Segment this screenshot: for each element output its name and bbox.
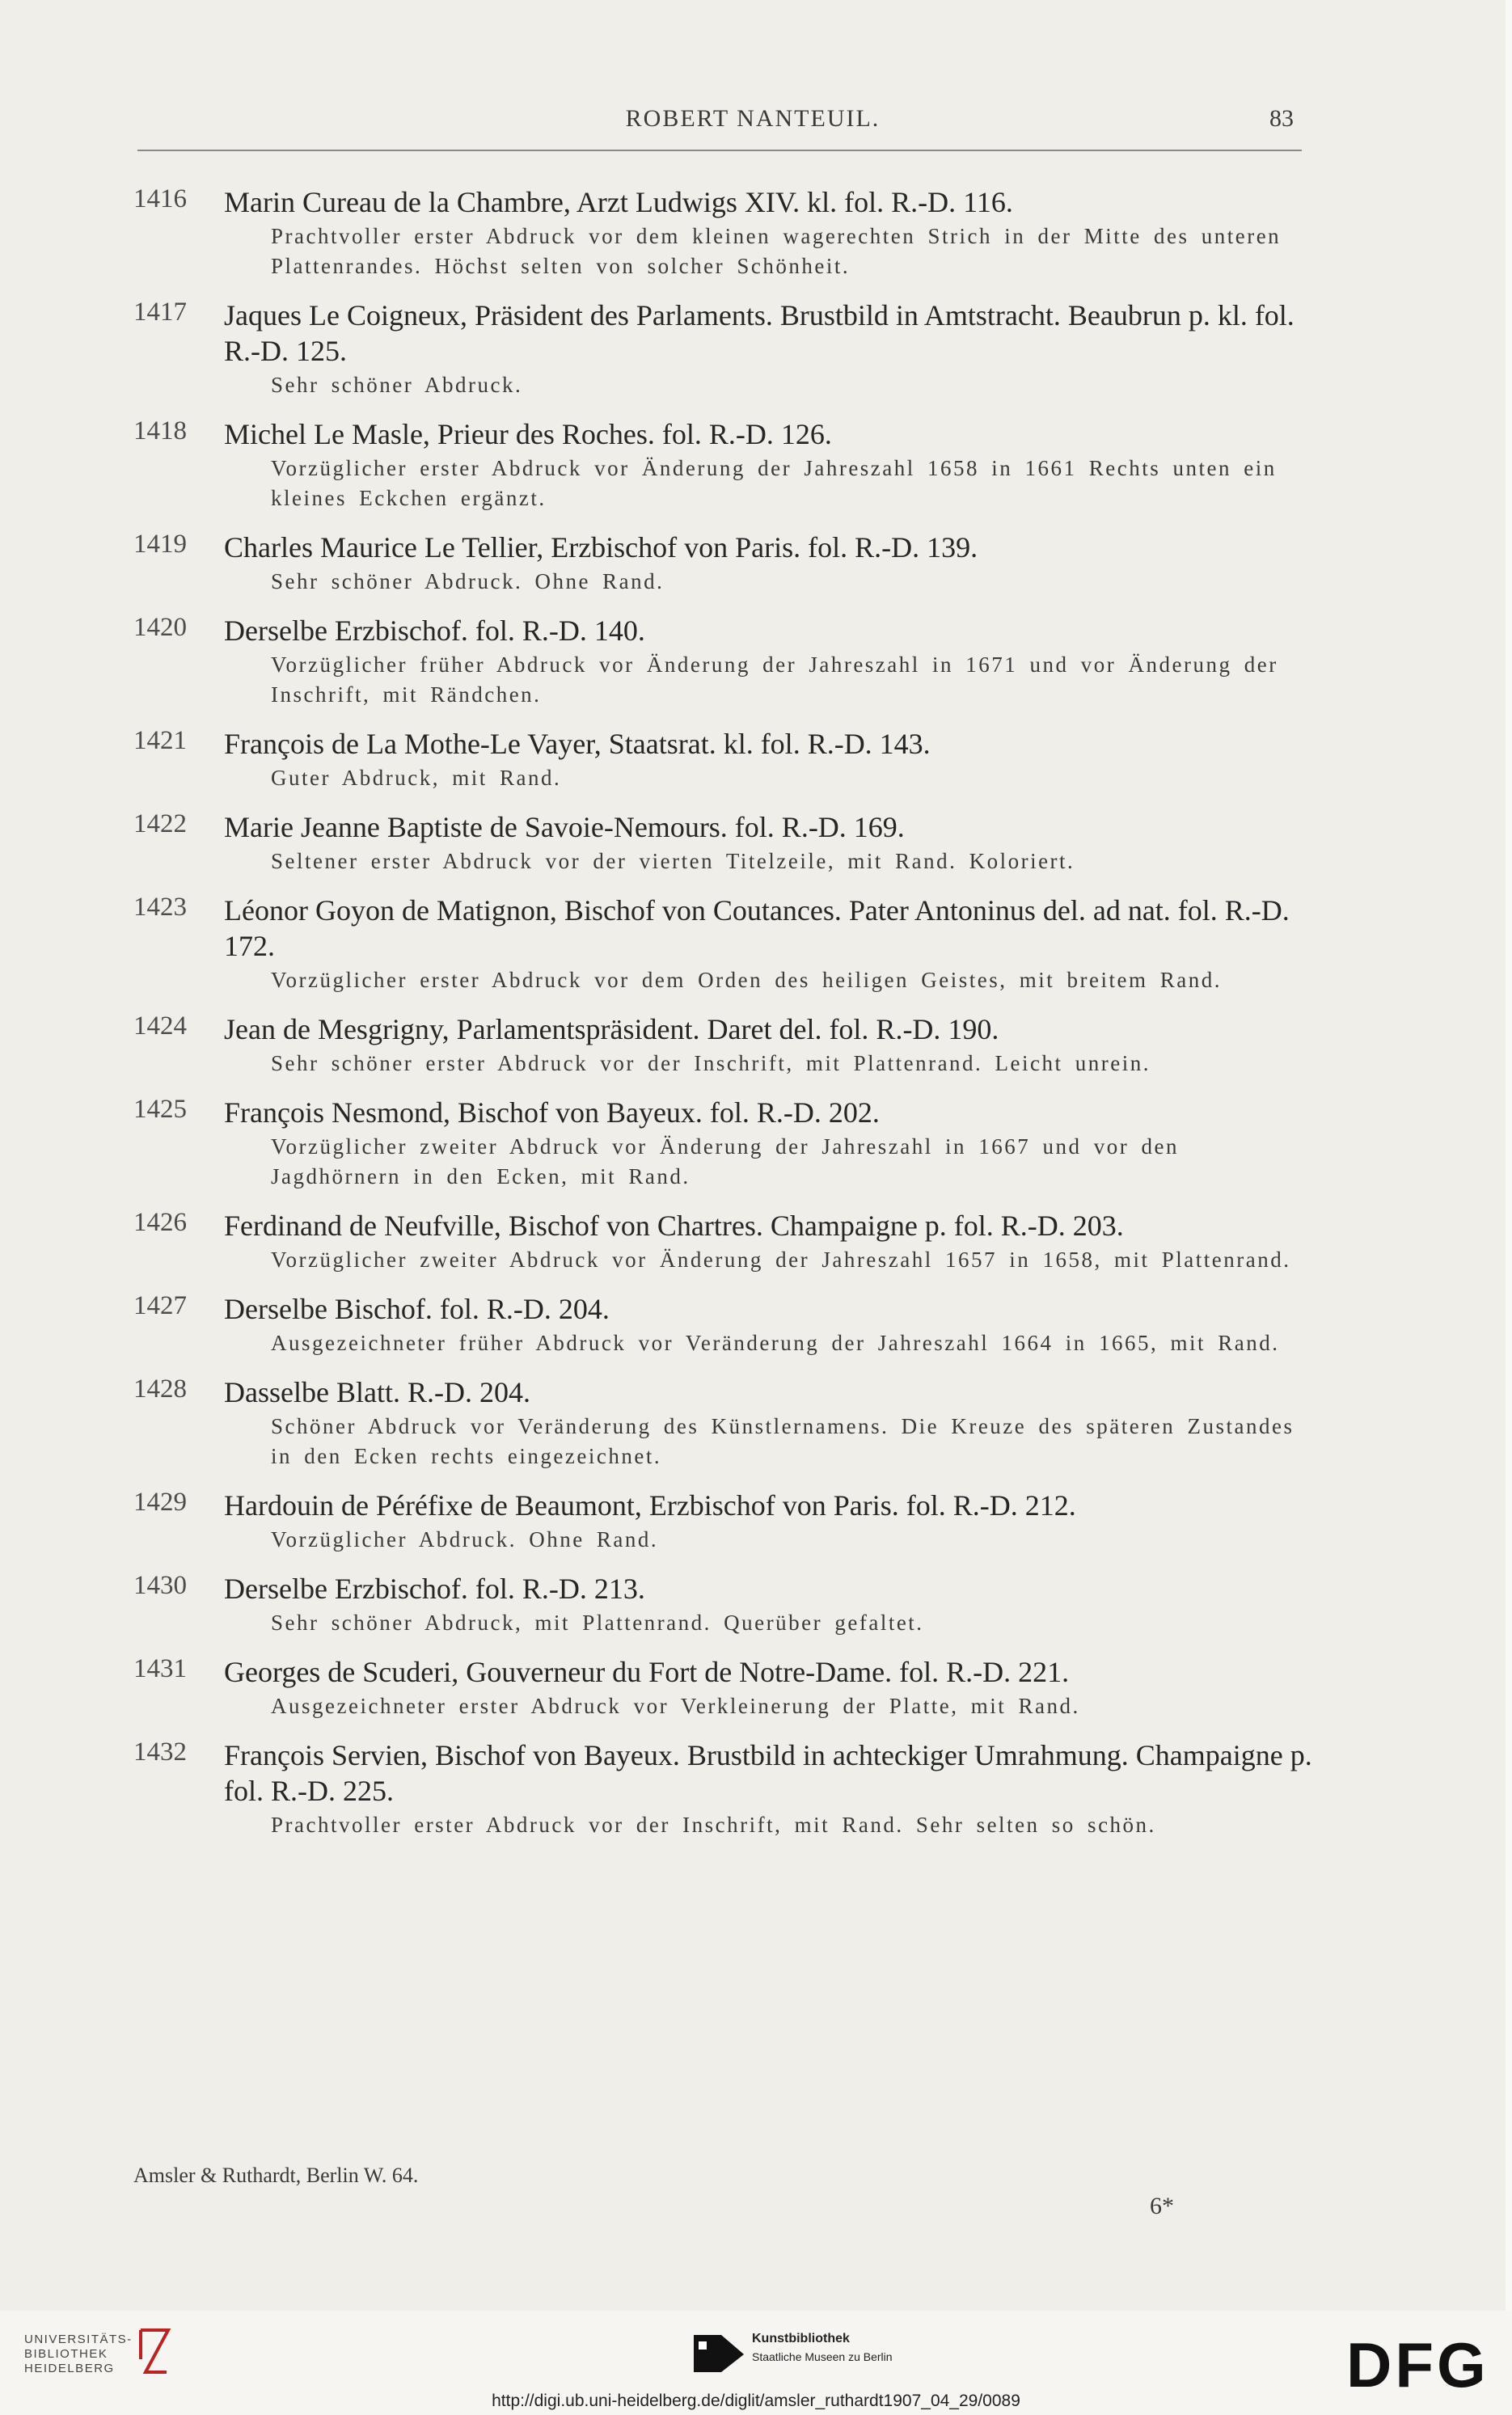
- entry-number: 1417: [133, 298, 187, 327]
- entry-number: 1428: [133, 1374, 187, 1404]
- entry-number: 1426: [133, 1208, 187, 1237]
- entry-note: Prachtvoller erster Abdruck vor der Inschrift, mit Rand. Sehr selten so schön.: [271, 1813, 1156, 1837]
- entry-note: Vorzüglicher Abdruck. Ohne Rand.: [271, 1527, 659, 1552]
- catalogue-entry: [133, 416, 1314, 513]
- entry-note: Prachtvoller erster Abdruck vor dem kleinen wagerechten Strich in der Mitte des unteren Plattenrandes. Höchst selten von solcher Schönheit.: [271, 224, 1282, 278]
- entry-title: Georges de Scuderi, Gouverneur du Fort de Notre-Dame. fol. R.-D. 221.: [224, 1656, 1070, 1688]
- digitization-footer: [0, 2311, 1512, 2415]
- entry-title: François Nesmond, Bischof von Bayeux. fol. R.-D. 202.: [224, 1096, 880, 1129]
- catalogue-entry: [133, 613, 1314, 710]
- kunstbibliothek-name: Kunstbibliothek: [752, 2332, 850, 2345]
- catalogue-entry: [133, 1737, 1314, 1840]
- entry-title: Derselbe Erzbischof. fol. R.-D. 140.: [224, 614, 645, 647]
- entry-number: 1418: [133, 416, 187, 445]
- entry-number: 1419: [133, 530, 187, 559]
- catalogue-entry: [133, 184, 1314, 281]
- entry-note: Guter Abdruck, mit Rand.: [271, 766, 562, 790]
- catalogue-entry: [133, 1095, 1314, 1192]
- entry-note: Ausgezeichneter früher Abdruck vor Veränderung der Jahreszahl 1664 in 1665, mit Rand.: [271, 1331, 1280, 1355]
- entry-note: Sehr schöner Abdruck, mit Plattenrand. Querüber gefaltet.: [271, 1611, 924, 1635]
- university-library-name: [24, 2333, 133, 2376]
- catalogue-entry: [133, 530, 1314, 597]
- catalogue-entries: [133, 184, 1314, 1856]
- entry-number: 1432: [133, 1737, 187, 1767]
- entry-number: 1416: [133, 184, 187, 213]
- entry-number: 1429: [133, 1488, 187, 1517]
- catalogue-entry: [133, 893, 1314, 995]
- running-head-author: ROBERT NANTEUIL.: [625, 105, 881, 132]
- printer-imprint: Amsler & Ruthardt, Berlin W. 64.: [133, 2164, 419, 2187]
- header-rule: [137, 150, 1302, 151]
- entry-number: 1431: [133, 1654, 187, 1683]
- entry-note: Schöner Abdruck vor Veränderung des Künstlernamens. Die Kreuze des späteren Zustandes in den Ecken rechts eingezeichnet.: [271, 1414, 1294, 1468]
- entry-note: Vorzüglicher früher Abdruck vor Änderung der Jahreszahl in 1671 und vor Änderung der Inschrift, mit Rändchen.: [271, 652, 1278, 707]
- entry-title: Marin Cureau de la Chambre, Arzt Ludwigs XIV. kl. fol. R.-D. 116.: [224, 186, 1013, 218]
- entry-number: 1427: [133, 1291, 187, 1320]
- entry-number: 1430: [133, 1571, 187, 1600]
- catalogue-entry: [133, 809, 1314, 876]
- university-line: HEIDELBERG: [24, 2362, 115, 2375]
- catalogue-entry: [133, 1488, 1314, 1555]
- kunstbibliothek-label: [752, 2330, 893, 2366]
- entry-title: François Servien, Bischof von Bayeux. Brustbild in achteckiger Umrahmung. Champaigne p. fol. R.-D. 225.: [224, 1739, 1312, 1807]
- entry-number: 1425: [133, 1095, 187, 1124]
- entry-title: Michel Le Masle, Prieur des Roches. fol. R.-D. 126.: [224, 418, 832, 450]
- signature-mark: 6*: [1150, 2193, 1174, 2219]
- university-line: UNIVERSITÄTS-: [24, 2333, 133, 2346]
- dfg-logo: DFG: [1346, 2329, 1489, 2400]
- entry-number: 1423: [133, 893, 187, 922]
- entry-note: Vorzüglicher zweiter Abdruck vor Änderung der Jahreszahl 1657 in 1658, mit Plattenrand.: [271, 1248, 1291, 1272]
- entry-title: Léonor Goyon de Matignon, Bischof von Coutances. Pater Antoninus del. ad nat. fol. R.-D. 172.: [224, 894, 1290, 962]
- entry-number: 1424: [133, 1011, 187, 1041]
- catalogue-entry: [133, 1208, 1314, 1275]
- entry-note: Seltener erster Abdruck vor der vierten Titelzeile, mit Rand. Koloriert.: [271, 849, 1075, 873]
- entry-title: Derselbe Erzbischof. fol. R.-D. 213.: [224, 1573, 645, 1605]
- catalogue-entry: [133, 1374, 1314, 1471]
- catalogue-entry: [133, 1291, 1314, 1358]
- entry-note: Ausgezeichneter erster Abdruck vor Verkleinerung der Platte, mit Rand.: [271, 1694, 1080, 1718]
- catalogue-entry: [133, 1011, 1314, 1079]
- entry-note: Vorzüglicher erster Abdruck vor dem Orden des heiligen Geistes, mit breitem Rand.: [271, 968, 1223, 992]
- kunstbibliothek-logo-icon: [694, 2330, 744, 2375]
- entry-title: Dasselbe Blatt. R.-D. 204.: [224, 1376, 530, 1408]
- entry-title: Jean de Mesgrigny, Parlamentspräsident. Daret del. fol. R.-D. 190.: [224, 1013, 999, 1045]
- entry-title: Derselbe Bischof. fol. R.-D. 204.: [224, 1293, 610, 1325]
- university-line: BIBLIOTHEK: [24, 2347, 108, 2361]
- entry-number: 1420: [133, 613, 187, 642]
- entry-title: Hardouin de Péréfixe de Beaumont, Erzbischof von Paris. fol. R.-D. 212.: [224, 1489, 1076, 1522]
- catalogue-entry: [133, 726, 1314, 793]
- entry-title: Charles Maurice Le Tellier, Erzbischof von Paris. fol. R.-D. 139.: [224, 531, 978, 564]
- page-number: 83: [1269, 105, 1294, 132]
- catalogue-entry: [133, 1654, 1314, 1721]
- scan-edge: [1506, 0, 1512, 2311]
- entry-title: Jaques Le Coigneux, Präsident des Parlaments. Brustbild in Amtstracht. Beaubrun p. kl. fol. R.-D. 125.: [224, 299, 1294, 367]
- entry-number: 1422: [133, 809, 187, 838]
- entry-note: Vorzüglicher erster Abdruck vor Änderung der Jahreszahl 1658 in 1661 Rechts unten ein kleines Eckchen ergänzt.: [271, 456, 1277, 510]
- entry-note: Sehr schöner Abdruck. Ohne Rand.: [271, 569, 665, 593]
- university-logo-icon: [134, 2327, 175, 2375]
- catalogue-entry: [133, 1571, 1314, 1638]
- entry-title: François de La Mothe-Le Vayer, Staatsrat. kl. fol. R.-D. 143.: [224, 728, 931, 760]
- entry-note: Sehr schöner Abdruck.: [271, 373, 523, 397]
- entry-number: 1421: [133, 726, 187, 755]
- entry-note: Vorzüglicher zweiter Abdruck vor Änderung der Jahreszahl in 1667 und vor den Jagdhörnern in den Ecken, mit Rand.: [271, 1134, 1179, 1189]
- permalink-url[interactable]: http://digi.ub.uni-heidelberg.de/diglit/amsler_ruthardt1907_04_29/0089: [492, 2392, 1020, 2410]
- entry-title: Marie Jeanne Baptiste de Savoie-Nemours. fol. R.-D. 169.: [224, 811, 905, 843]
- catalogue-entry: [133, 298, 1314, 400]
- kunstbibliothek-subtitle: Staatliche Museen zu Berlin: [752, 2350, 893, 2363]
- entry-title: Ferdinand de Neufville, Bischof von Chartres. Champaigne p. fol. R.-D. 203.: [224, 1210, 1124, 1242]
- entry-note: Sehr schöner erster Abdruck vor der Inschrift, mit Plattenrand. Leicht unrein.: [271, 1051, 1151, 1075]
